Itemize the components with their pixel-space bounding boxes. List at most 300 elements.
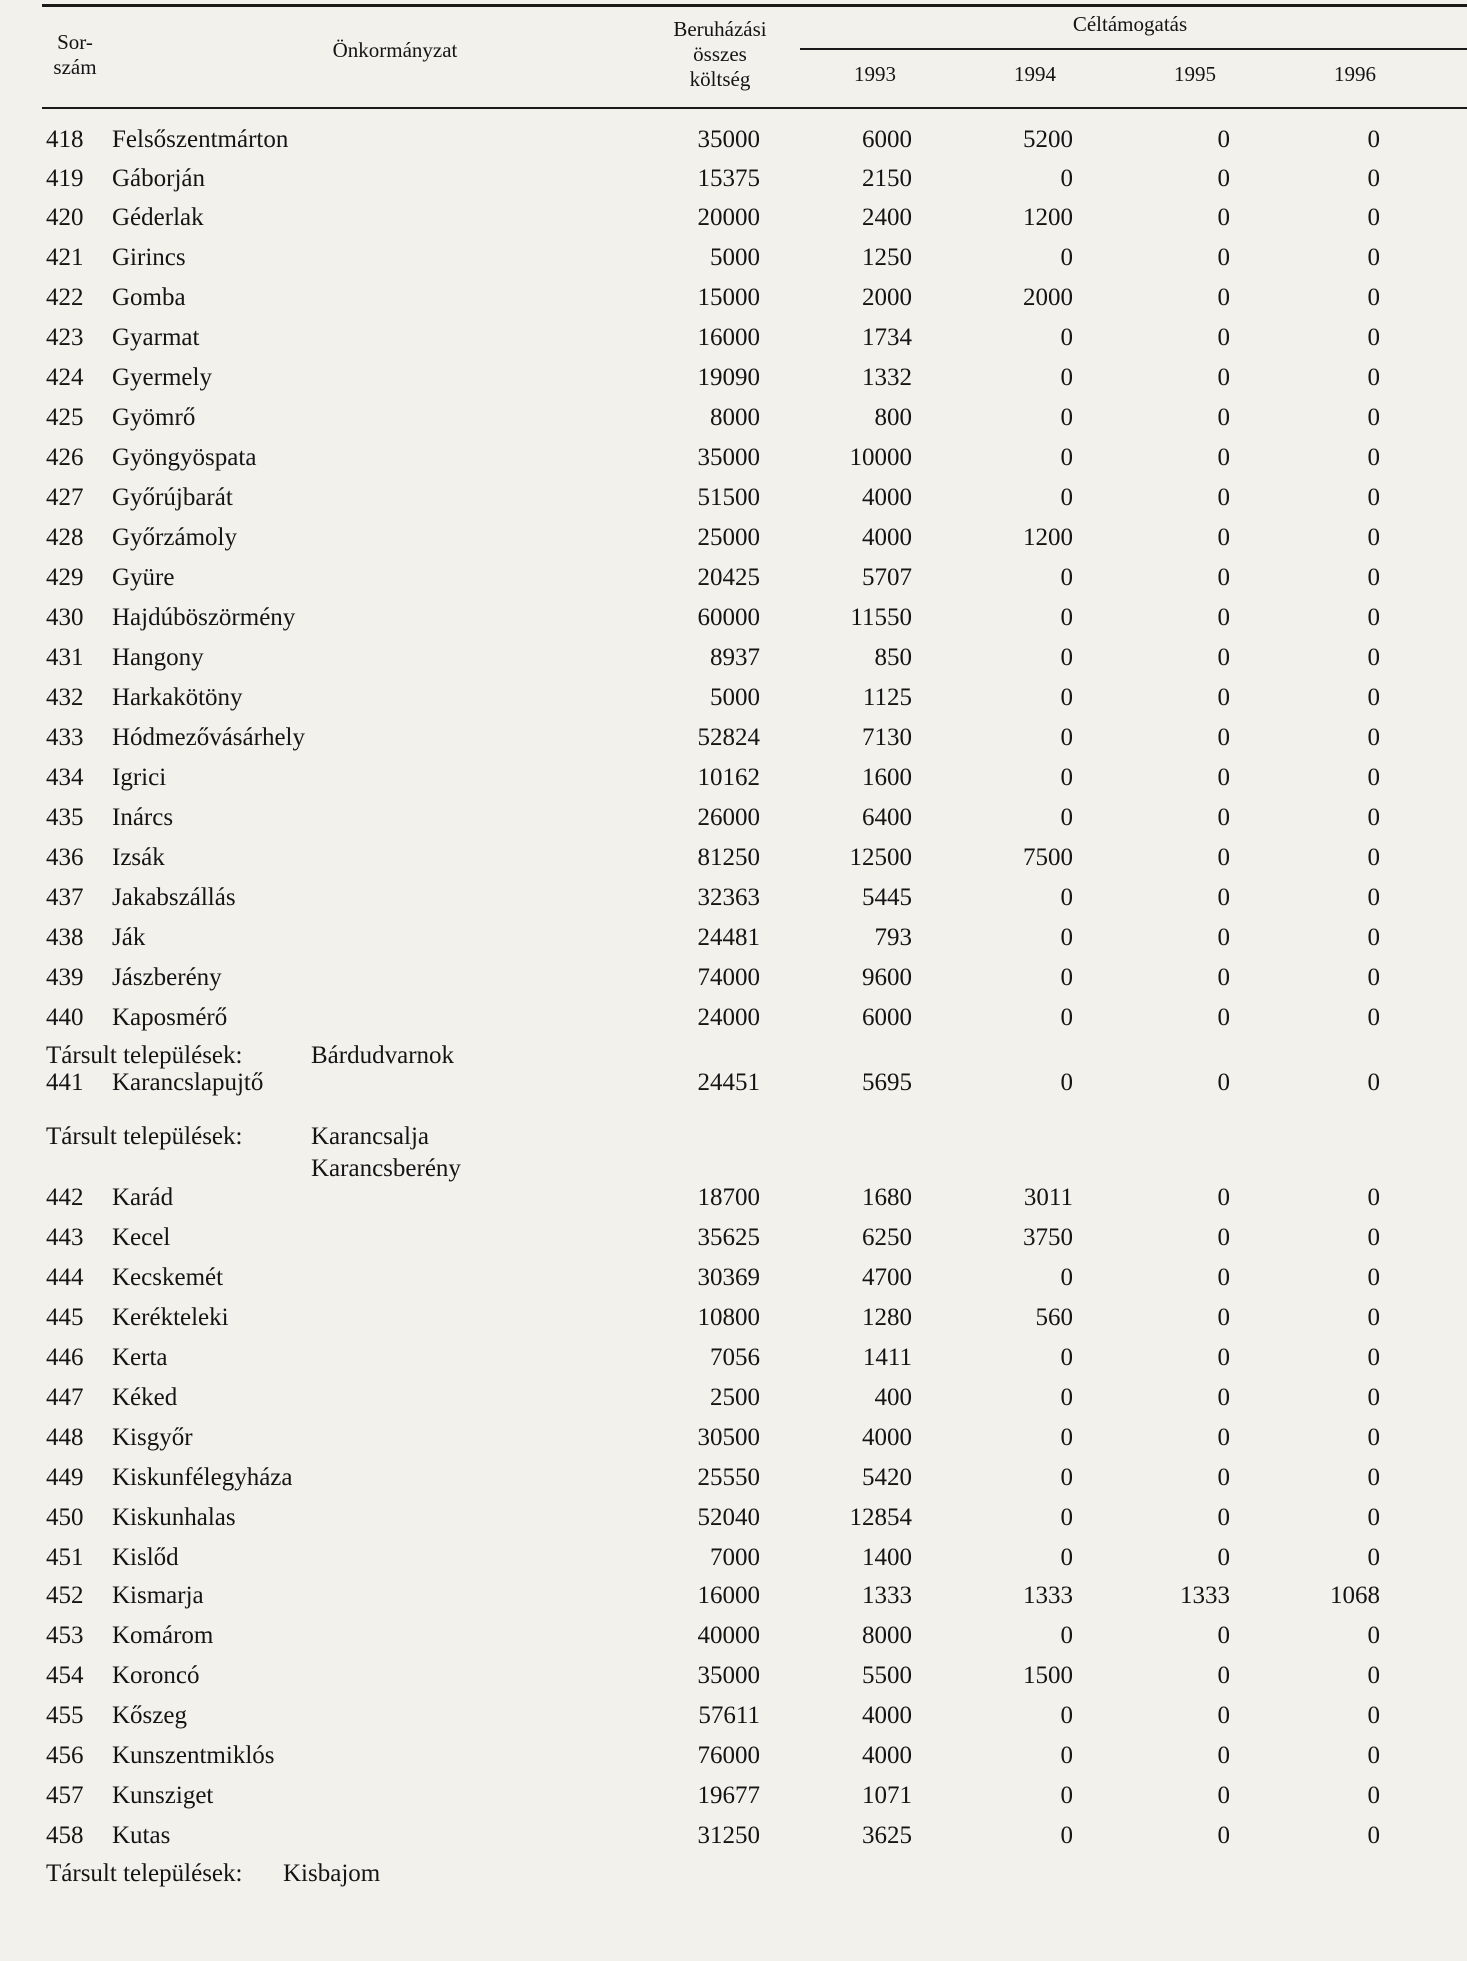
grant-1996: 0 [1367,524,1380,551]
municipality-name: Karancslapujtő [112,1069,264,1096]
grant-1993: 7130 [862,724,912,751]
header-sorszam: Sor- szám [53,30,97,79]
grant-1994: 0 [1060,1424,1073,1451]
grant-1994: 0 [1060,924,1073,951]
grant-1996: 0 [1367,1304,1380,1331]
grant-1993: 6250 [862,1224,912,1251]
grant-1996: 0 [1367,1264,1380,1291]
grant-1996: 0 [1367,404,1380,431]
grant-1995: 0 [1217,1504,1230,1531]
grant-1994: 0 [1060,1069,1073,1096]
table-row [0,364,1467,403]
investment-cost: 24000 [697,1004,760,1031]
header-year-1993: 1993 [854,62,896,86]
municipality-name: Kislőd [112,1544,179,1571]
municipality-name: Gáborján [112,165,206,192]
grant-1995: 0 [1217,844,1230,871]
grant-1995: 0 [1217,165,1230,192]
grant-1996: 0 [1367,324,1380,351]
row-number: 436 [46,844,84,871]
table-row [0,564,1467,603]
municipality-name: Ják [112,924,146,951]
grant-1994: 0 [1060,244,1073,271]
header-year-1994: 1994 [1014,62,1056,86]
grant-1996: 0 [1367,804,1380,831]
municipality-name: Gyüre [112,564,175,591]
table-row [0,644,1467,683]
header-rule [42,107,1467,109]
table-row [0,126,1467,165]
row-number: 455 [46,1702,84,1729]
municipality-name: Kaposmérő [112,1004,228,1031]
grant-1996: 0 [1367,444,1380,471]
grant-1993: 1734 [862,324,912,351]
row-number: 444 [46,1264,84,1291]
grant-1993: 8000 [862,1622,912,1649]
grant-1996: 0 [1367,1224,1380,1251]
grant-1994: 0 [1060,324,1073,351]
grant-1996: 0 [1367,564,1380,591]
grant-1996: 0 [1367,644,1380,671]
row-number: 450 [46,1504,84,1531]
municipality-name: Igrici [112,764,167,791]
grant-1993: 1125 [862,684,912,711]
investment-cost: 57611 [698,1702,760,1729]
table-row [0,724,1467,763]
grant-1996: 0 [1367,126,1380,153]
grant-1993: 800 [874,404,912,431]
grant-1994: 1200 [1023,204,1073,231]
grant-1993: 2000 [862,284,912,311]
grant-1996: 0 [1367,364,1380,391]
grant-1996: 1068 [1330,1582,1380,1609]
grant-1993: 5695 [862,1069,912,1096]
investment-cost: 81250 [697,844,760,871]
investment-cost: 10800 [697,1304,760,1331]
grant-1995: 0 [1217,644,1230,671]
municipality-name: Győrújbarát [112,484,233,511]
municipality-name: Gyarmat [112,324,200,351]
investment-cost: 24451 [697,1069,760,1096]
table-row [0,324,1467,363]
grant-1994: 0 [1060,444,1073,471]
grant-1994: 0 [1060,884,1073,911]
grant-1995: 0 [1217,804,1230,831]
grant-1993: 1280 [862,1304,912,1331]
grant-1994: 0 [1060,1622,1073,1649]
grant-1994: 0 [1060,1004,1073,1031]
grant-1994: 0 [1060,1384,1073,1411]
grant-1993: 1680 [862,1184,912,1211]
row-number: 439 [46,964,84,991]
municipality-name: Harkakötöny [112,684,243,711]
grant-1993: 9600 [862,964,912,991]
celtamogatas-rule [800,48,1467,50]
grant-1995: 0 [1217,1224,1230,1251]
grant-1994: 560 [1035,1304,1073,1331]
table-row [0,684,1467,723]
municipality-name: Kőszeg [112,1702,187,1729]
grant-1993: 12500 [849,844,912,871]
grant-1993: 1071 [862,1782,912,1809]
table-row [0,764,1467,803]
grant-1996: 0 [1367,604,1380,631]
grant-1996: 0 [1367,284,1380,311]
grant-1994: 0 [1060,804,1073,831]
municipality-name: Inárcs [112,804,174,831]
investment-cost: 35000 [697,1662,760,1689]
investment-cost: 32363 [697,884,760,911]
grant-1996: 0 [1367,684,1380,711]
table-row [0,1544,1467,1583]
investment-cost: 35000 [697,126,760,153]
table-row [0,1424,1467,1463]
investment-cost: 15375 [697,165,760,192]
investment-cost: 7056 [710,1344,760,1371]
table-row [0,1702,1467,1741]
grant-1994: 0 [1060,1344,1073,1371]
municipality-name: Jakabszállás [112,884,236,911]
table-row [0,1742,1467,1781]
row-number: 456 [46,1742,84,1769]
investment-cost: 16000 [697,1582,760,1609]
municipality-name: Kutas [112,1822,171,1849]
header-year-1996: 1996 [1334,62,1376,86]
row-number: 435 [46,804,84,831]
row-number: 431 [46,644,84,671]
grant-1995: 0 [1217,1384,1230,1411]
associated-town: Bárdudvarnok [311,1042,455,1069]
investment-cost: 19677 [697,1782,760,1809]
row-number: 458 [46,1822,84,1849]
grant-1993: 11550 [850,604,912,631]
table-row [0,1782,1467,1821]
grant-1993: 793 [874,924,912,951]
investment-cost: 74000 [697,964,760,991]
grant-1996: 0 [1367,844,1380,871]
investment-cost: 30500 [697,1424,760,1451]
row-number: 425 [46,404,84,431]
grant-1993: 6400 [862,804,912,831]
row-number: 422 [46,284,84,311]
grant-1995: 0 [1217,484,1230,511]
table-row [0,1264,1467,1303]
grant-1994: 0 [1060,165,1073,192]
grant-1994: 3750 [1023,1224,1073,1251]
municipality-name: Girincs [112,244,186,271]
table-row [0,1184,1467,1223]
grant-1994: 0 [1060,1544,1073,1571]
grant-1995: 0 [1217,964,1230,991]
grant-1994: 0 [1060,484,1073,511]
grant-1993: 1332 [862,364,912,391]
municipality-name: Kerta [112,1344,168,1371]
row-number: 434 [46,764,84,791]
grant-1994: 0 [1060,364,1073,391]
municipality-name: Koroncó [112,1662,200,1689]
row-number: 428 [46,524,84,551]
grant-1996: 0 [1367,924,1380,951]
table-row [0,844,1467,883]
municipality-name: Győrzámoly [112,524,237,551]
row-number: 420 [46,204,84,231]
municipality-name: Karád [112,1184,174,1211]
investment-cost: 31250 [697,1822,760,1849]
row-number: 449 [46,1464,84,1491]
grant-1993: 850 [874,644,912,671]
grant-1993: 4000 [862,1742,912,1769]
row-number: 438 [46,924,84,951]
grant-1995: 0 [1217,284,1230,311]
grant-1994: 0 [1060,404,1073,431]
municipality-name: Komárom [112,1622,214,1649]
grant-1996: 0 [1367,764,1380,791]
grant-1994: 1500 [1023,1662,1073,1689]
row-number: 426 [46,444,84,471]
grant-1993: 2400 [862,204,912,231]
municipality-name: Izsák [112,844,165,871]
header-year-1995: 1995 [1174,62,1216,86]
grant-1996: 0 [1367,1622,1380,1649]
table-row [0,964,1467,1003]
municipality-name: Kerékteleki [112,1304,229,1331]
grant-1994: 5200 [1023,126,1073,153]
grant-1994: 0 [1060,724,1073,751]
grant-1994: 0 [1060,964,1073,991]
table-row [0,604,1467,643]
grant-1996: 0 [1367,1464,1380,1491]
table-row [0,1464,1467,1503]
grant-1995: 0 [1217,1184,1230,1211]
row-number: 427 [46,484,84,511]
row-number: 446 [46,1344,84,1371]
grant-1994: 0 [1060,604,1073,631]
table-row [0,404,1467,443]
grant-1995: 0 [1217,604,1230,631]
grant-1993: 4000 [862,484,912,511]
grant-1996: 0 [1367,244,1380,271]
table-row [0,284,1467,323]
row-number: 453 [46,1622,84,1649]
grant-1996: 0 [1367,1004,1380,1031]
grant-1993: 4700 [862,1264,912,1291]
table-row [0,1822,1467,1861]
grant-1996: 0 [1367,1782,1380,1809]
table-row [0,1069,1467,1108]
municipality-name: Hódmezővásárhely [112,724,305,751]
municipality-name: Jászberény [112,964,222,991]
grant-1995: 0 [1217,244,1230,271]
table-row [0,1304,1467,1343]
grant-1995: 0 [1217,1782,1230,1809]
municipality-name: Kiskunfélegyháza [112,1464,293,1491]
investment-cost: 24481 [697,924,760,951]
row-number: 430 [46,604,84,631]
investment-cost: 5000 [710,244,760,271]
grant-1994: 0 [1060,1464,1073,1491]
municipality-name: Géderlak [112,204,204,231]
grant-1996: 0 [1367,204,1380,231]
investment-cost: 10162 [697,764,760,791]
row-number: 452 [46,1582,84,1609]
municipality-name: Gomba [112,284,186,311]
grant-1994: 0 [1060,684,1073,711]
table-row [0,1344,1467,1383]
investment-cost: 8937 [710,644,760,671]
row-number: 451 [46,1544,84,1571]
grant-1993: 5445 [862,884,912,911]
grant-1996: 0 [1367,1742,1380,1769]
municipality-name: Kismarja [112,1582,204,1609]
investment-cost: 5000 [710,684,760,711]
grant-1995: 0 [1217,204,1230,231]
associated-town: Kisbajom [283,1860,381,1887]
row-number: 419 [46,165,84,192]
investment-cost: 35000 [697,444,760,471]
grant-1996: 0 [1367,1822,1380,1849]
municipality-name: Gyömrő [112,404,196,431]
investment-cost: 25550 [697,1464,760,1491]
grant-1993: 1400 [862,1544,912,1571]
grant-1993: 12854 [849,1504,912,1531]
header-onkormanyzat: Önkormányzat [332,38,458,62]
municipality-name: Kecskemét [112,1264,224,1291]
grant-1996: 0 [1367,484,1380,511]
grant-1994: 0 [1060,644,1073,671]
grant-1994: 1333 [1023,1582,1073,1609]
grant-1996: 0 [1367,1069,1380,1096]
municipality-name: Kecel [112,1224,171,1251]
investment-cost: 25000 [697,524,760,551]
investment-cost: 76000 [697,1742,760,1769]
table-row [0,1504,1467,1543]
grant-1995: 0 [1217,1702,1230,1729]
grant-1995: 0 [1217,126,1230,153]
row-number: 447 [46,1384,84,1411]
grant-1993: 5707 [862,564,912,591]
row-number: 454 [46,1662,84,1689]
table-row [0,1004,1467,1043]
row-number: 418 [46,126,84,153]
grant-1995: 0 [1217,1304,1230,1331]
grant-1995: 0 [1217,1424,1230,1451]
grant-1993: 5420 [862,1464,912,1491]
grant-1995: 0 [1217,724,1230,751]
grant-1994: 0 [1060,564,1073,591]
grant-1993: 1600 [862,764,912,791]
grant-1994: 7500 [1023,844,1073,871]
investment-cost: 26000 [697,804,760,831]
grant-1993: 3625 [862,1822,912,1849]
municipality-name: Gyöngyöspata [112,444,257,471]
grant-1996: 0 [1367,1702,1380,1729]
grant-1995: 0 [1217,764,1230,791]
grant-1993: 4000 [862,524,912,551]
grant-1993: 2150 [862,165,912,192]
associated-label: Társult települések: [46,1860,243,1887]
municipality-name: Felsőszentmárton [112,126,289,153]
table-row [0,1384,1467,1423]
municipality-name: Kisgyőr [112,1424,193,1451]
table-row [0,165,1467,204]
grant-1993: 1333 [862,1582,912,1609]
grant-1995: 0 [1217,1464,1230,1491]
grant-1993: 6000 [862,1004,912,1031]
grant-1996: 0 [1367,1662,1380,1689]
municipality-name: Kiskunhalas [112,1504,236,1531]
grant-1995: 0 [1217,564,1230,591]
grant-1994: 0 [1060,1782,1073,1809]
associated-label: Társult települések: [46,1042,243,1069]
grant-1993: 4000 [862,1702,912,1729]
investment-cost: 20000 [697,204,760,231]
grant-1994: 0 [1060,1702,1073,1729]
grant-1995: 0 [1217,324,1230,351]
row-number: 437 [46,884,84,911]
table-row [0,924,1467,963]
investment-cost: 51500 [697,484,760,511]
grant-1993: 4000 [862,1424,912,1451]
investment-cost: 30369 [697,1264,760,1291]
investment-cost: 8000 [710,404,760,431]
investment-cost: 7000 [710,1544,760,1571]
top-rule [42,4,1467,7]
table-row [0,884,1467,923]
grant-1995: 0 [1217,1069,1230,1096]
grant-1996: 0 [1367,724,1380,751]
grant-1995: 0 [1217,1544,1230,1571]
grant-1996: 0 [1367,964,1380,991]
investment-cost: 52040 [697,1504,760,1531]
grant-1995: 0 [1217,1264,1230,1291]
row-number: 442 [46,1184,84,1211]
grant-1993: 1250 [862,244,912,271]
grant-1995: 0 [1217,1742,1230,1769]
municipality-name: Kunszentmiklós [112,1742,275,1769]
grant-1996: 0 [1367,1544,1380,1571]
grant-1993: 6000 [862,126,912,153]
table-row [0,204,1467,243]
grant-1995: 0 [1217,684,1230,711]
grant-1995: 0 [1217,1662,1230,1689]
grant-1995: 0 [1217,1822,1230,1849]
grant-1995: 0 [1217,924,1230,951]
row-number: 443 [46,1224,84,1251]
grant-1996: 0 [1367,1184,1380,1211]
row-number: 440 [46,1004,84,1031]
grant-1995: 1333 [1180,1582,1230,1609]
municipality-name: Kéked [112,1384,178,1411]
investment-cost: 18700 [697,1184,760,1211]
row-number: 423 [46,324,84,351]
grant-1994: 0 [1060,1504,1073,1531]
municipality-name: Kunsziget [112,1782,214,1809]
grant-1995: 0 [1217,884,1230,911]
header-beruhazasi: Beruházási összes költség [673,17,767,91]
grant-1994: 0 [1060,1742,1073,1769]
grant-1993: 10000 [849,444,912,471]
grant-1993: 5500 [862,1662,912,1689]
table-row [0,1622,1467,1661]
row-number: 457 [46,1782,84,1809]
row-number: 432 [46,684,84,711]
row-number: 448 [46,1424,84,1451]
grant-1995: 0 [1217,1344,1230,1371]
investment-cost: 15000 [697,284,760,311]
associated-label: Társult települések: [46,1123,243,1150]
table-row [0,804,1467,843]
investment-cost: 60000 [697,604,760,631]
